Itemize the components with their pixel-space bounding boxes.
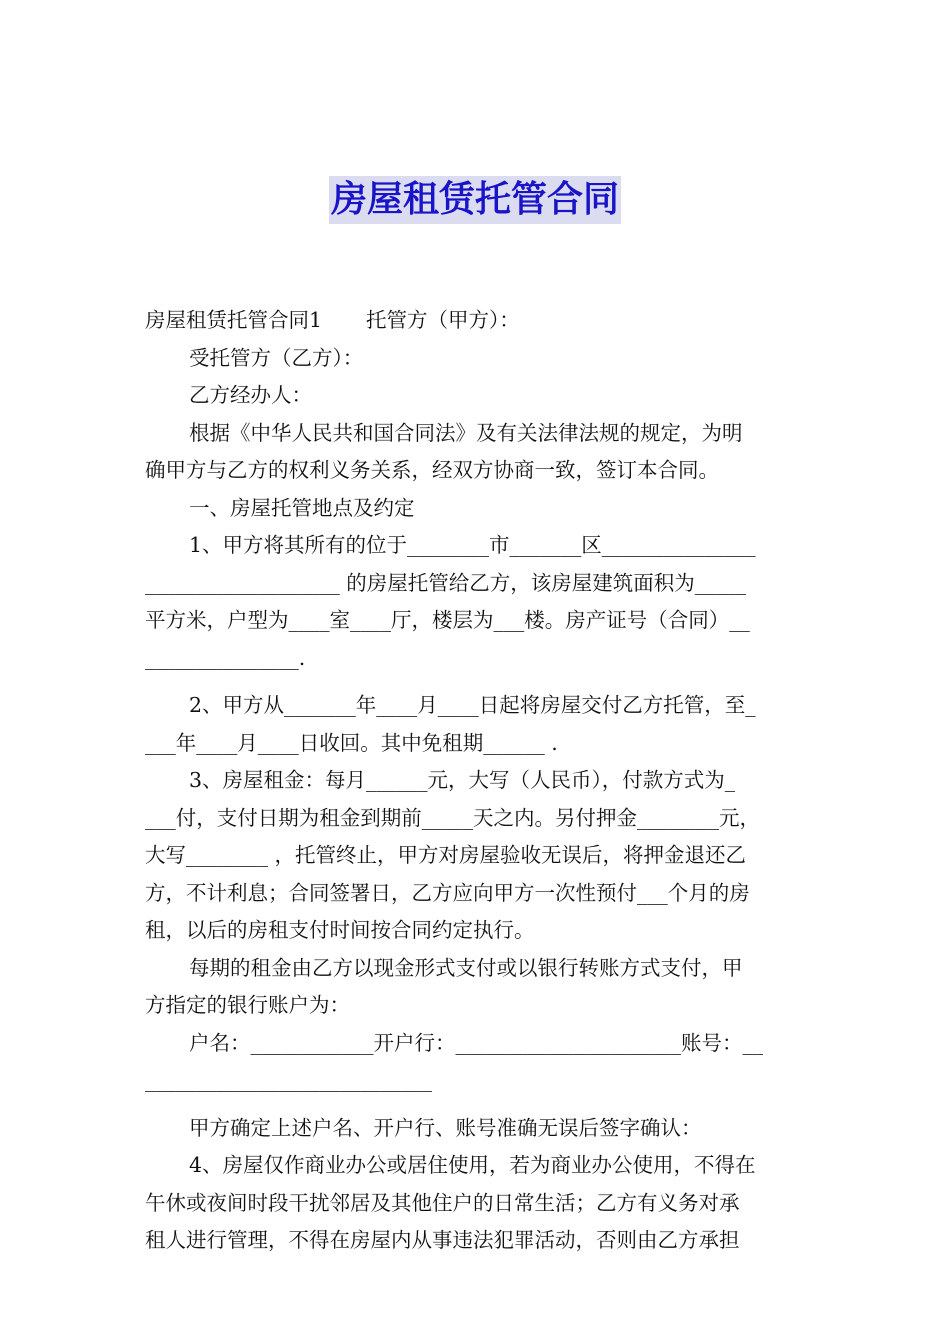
clause-1-line-1: 1、甲方将其所有的位于________市_______区_______________ bbox=[189, 533, 756, 557]
title-block bbox=[0, 176, 950, 224]
preamble-line-2: 确甲方与乙方的权利义务关系，经双方协商一致，签订本合同。 bbox=[145, 458, 719, 482]
clause-3-line-2: ___付，支付日期为租金到期前_____天之内。另付押金________元， bbox=[145, 805, 760, 830]
contract-heading-line bbox=[145, 302, 807, 340]
document-title: 房屋租赁托管合同 bbox=[329, 176, 621, 224]
party-b-line: 受托管方（乙方）： bbox=[189, 345, 364, 370]
payment-line-2: 方指定的银行账户为： bbox=[145, 993, 350, 1017]
clause-3-line-5: 租，以后的房租支付时间按合同约定执行。 bbox=[145, 918, 535, 942]
clause-1-line-4: _______________. bbox=[145, 645, 306, 670]
clause-4-line-2: 午休或夜间时段干扰邻居及其他住户的日常生活；乙方有义务对承 bbox=[145, 1190, 740, 1215]
contract-number: 房屋租赁托管合同1 bbox=[145, 308, 323, 332]
clause-2-line-2: ___年____月____日收回。其中免租期______ . bbox=[145, 730, 558, 755]
preamble-line-1: 根据《中华人民共和国合同法》及有关法律法规的规定，为明 bbox=[189, 420, 743, 445]
section-heading-1: 一、房屋托管地点及约定 bbox=[189, 495, 415, 520]
party-a-label: 托管方（甲方）： bbox=[366, 308, 520, 332]
clause-1-line-2: ___________________ 的房屋托管给乙方，该房屋建筑面积为_____ bbox=[145, 570, 747, 595]
clause-4-line-3: 租人进行管理，不得在房屋内从事违法犯罪活动，否则由乙方承担 bbox=[145, 1228, 740, 1252]
document-body bbox=[145, 302, 807, 1260]
clause-3-line-1: 3、房屋租金：每月______元，大写（人民币），付款方式为_ bbox=[189, 768, 736, 792]
bank-account-line-1: 户名：____________开户行：______________________账号：__ bbox=[189, 1030, 763, 1055]
clause-3-line-3: 大写________ ，托管终止，甲方对房屋验收无误后，将押金退还乙 bbox=[145, 843, 747, 867]
confirmation-line: 甲方确定上述户名、开户行、账号准确无误后签字确认： bbox=[189, 1115, 702, 1140]
clause-4-line-1: 4、房屋仅作商业办公或居住使用，若为商业办公使用，不得在 bbox=[189, 1153, 756, 1177]
clause-2-line-1: 2、甲方从_______年____月____日起将房屋交付乙方托管，至_ bbox=[189, 693, 756, 717]
clause-1-line-3: 平方米，户型为____室____厅，楼层为___楼。房产证号（合同）__ bbox=[145, 608, 750, 632]
bank-account-line-2: ____________________________ bbox=[145, 1068, 432, 1092]
agent-line: 乙方经办人： bbox=[189, 383, 312, 407]
clause-3-line-4: 方，不计利息；合同签署日，乙方应向甲方一次性预付___个月的房 bbox=[145, 880, 750, 905]
payment-line-1: 每期的租金由乙方以现金形式支付或以银行转账方式支付，甲 bbox=[189, 955, 743, 980]
